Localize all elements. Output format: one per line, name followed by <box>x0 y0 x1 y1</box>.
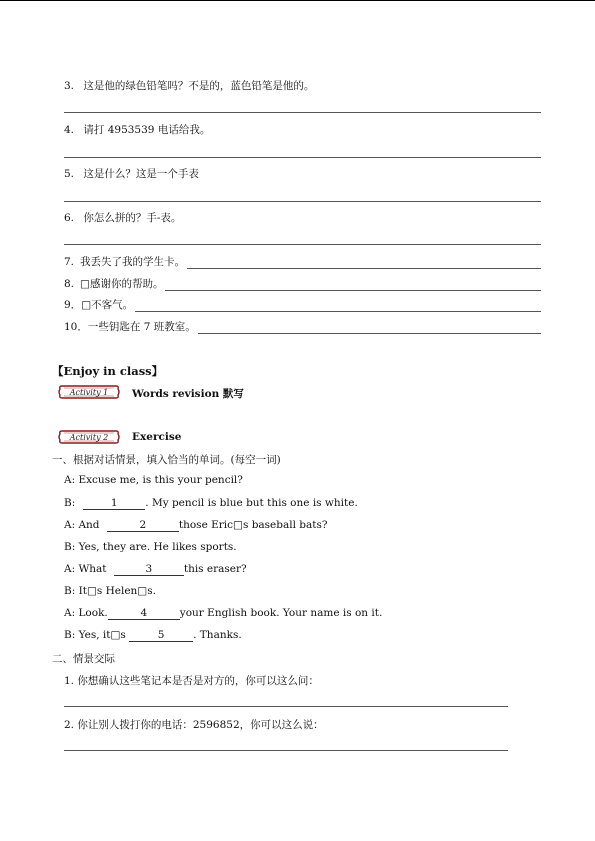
item-text: 你怎么拼的？手-表。 <box>83 212 182 224</box>
item-number: 7. <box>64 256 75 268</box>
translation-item-6 <box>64 211 181 225</box>
dialog-text: . Thanks. <box>193 629 242 641</box>
dialog-text: your English book. Your name is on it. <box>179 607 383 619</box>
situation-question-2: 2. 你让别人拨打你的电话：2596852，你可以这么说： <box>64 719 324 731</box>
situation-question-1: 1. 你想确认这些笔记本是否是对方的，你可以这么问： <box>64 675 319 687</box>
fill-blank-4[interactable]: 4 <box>108 607 180 620</box>
dialog-text: . My pencil is blue but this one is white. <box>145 497 358 509</box>
answer-line[interactable] <box>135 301 541 312</box>
item-text: 一些钥匙在 7 班教室。 <box>87 321 196 333</box>
dialog-text: B: Yes, it□s <box>64 629 130 641</box>
dialog-line-8 <box>64 629 242 642</box>
translation-item-5 <box>64 167 199 181</box>
part-2-title: 二、情景交际 <box>52 653 115 665</box>
item-number: 6. <box>64 212 75 224</box>
activity-1-badge <box>58 384 120 400</box>
item-text: 这是他的绿色铅笔吗？不是的，蓝色铅笔是他的。 <box>83 80 315 92</box>
dialog-line-7 <box>64 607 382 620</box>
translation-item-7 <box>64 255 541 269</box>
item-number: 4. <box>64 124 75 136</box>
translation-item-3 <box>64 79 314 93</box>
answer-line[interactable] <box>64 244 541 245</box>
top-border-line <box>0 0 595 1</box>
fill-blank-3[interactable]: 3 <box>114 563 184 576</box>
dialog-text: A: Look. <box>64 607 108 619</box>
fill-blank-2[interactable]: 2 <box>107 519 179 532</box>
item-text: □感谢你的帮助。 <box>80 278 164 290</box>
item-number: 3. <box>64 80 75 92</box>
activity-2-title: Exercise <box>132 431 182 443</box>
fill-blank-1[interactable]: 1 <box>83 497 145 510</box>
section-heading-enjoy-in-class: 【Enjoy in class】 <box>52 364 164 378</box>
item-text: □不客气。 <box>81 299 134 311</box>
item-text: 请打 4953539 电话给我。 <box>83 124 211 136</box>
dialog-line-2 <box>64 497 358 510</box>
dialog-line-4: B: Yes, they are. He likes sports. <box>64 541 237 553</box>
answer-line[interactable] <box>64 157 541 158</box>
fill-blank-5[interactable]: 5 <box>129 629 193 642</box>
item-text: 这是什么？这是一个手表 <box>83 168 199 180</box>
translation-item-9 <box>64 298 541 312</box>
part-1-title: 一、根据对话情景，填入恰当的单词。(每空一词) <box>52 454 281 466</box>
answer-line[interactable] <box>187 258 541 269</box>
answer-line[interactable] <box>64 750 508 751</box>
dialog-line-3 <box>64 519 328 532</box>
translation-item-4 <box>64 123 210 137</box>
dialog-text: A: What <box>64 563 110 575</box>
activity-2-label: Activity 2 <box>69 432 109 442</box>
item-text: 我丢失了我的学生卡。 <box>80 256 186 268</box>
activity-1-title: Words revision 默写 <box>132 388 244 400</box>
dialog-line-5 <box>64 563 247 576</box>
dialog-text: A: And <box>64 519 103 531</box>
dialog-line-1: A: Excuse me, is this your pencil? <box>64 474 243 486</box>
answer-line[interactable] <box>64 201 541 202</box>
activity-1-label: Activity 1 <box>69 387 109 397</box>
dialog-line-6: B: It□s Helen□s. <box>64 585 156 597</box>
item-number: 10． <box>64 321 88 333</box>
translation-item-8 <box>64 277 541 291</box>
translation-item-10 <box>64 320 541 334</box>
item-number: 9． <box>64 299 82 311</box>
item-number: 8. <box>64 278 75 290</box>
answer-line[interactable] <box>64 112 541 113</box>
dialog-text: those Eric□s baseball bats? <box>178 519 328 531</box>
dialog-text: B: <box>64 497 76 509</box>
item-number: 5. <box>64 168 75 180</box>
activity-2-badge <box>58 429 120 445</box>
dialog-text: this eraser? <box>183 563 247 575</box>
answer-line[interactable] <box>64 706 508 707</box>
answer-line[interactable] <box>165 280 541 291</box>
answer-line[interactable] <box>198 323 541 334</box>
